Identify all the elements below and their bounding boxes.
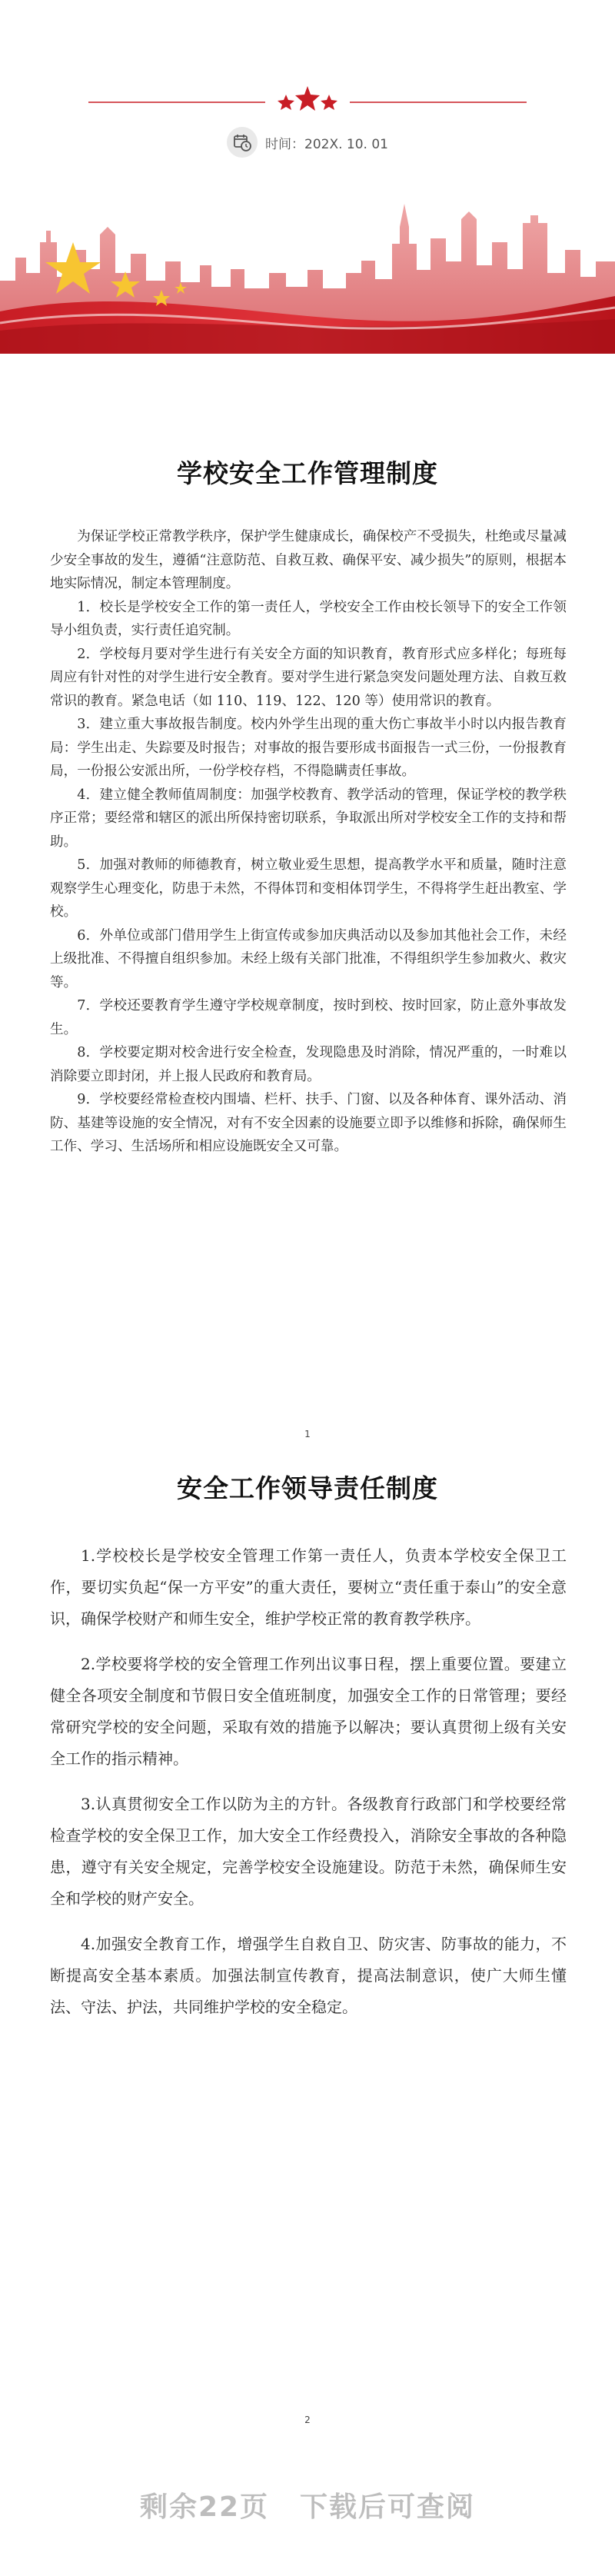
paragraph: 为保证学校正常教学秩序，保护学生健康成长，确保校产不受损失，杜绝或尽量减少安全事故的发生，遵循“注意防范、自救互救、确保平安、减少损失”的原则，根据本地实际情况，制定本管理制度。 [50, 529, 567, 591]
paragraph: 5．加强对教师的师德教育，树立敬业爱生思想，提高教学水平和质量，随时注意观察学生心理变化，防患于未然，不得体罚和变相体罚学生，不得将学生赶出教室、学校。 [50, 857, 567, 920]
paragraph: 7．学校还要教育学生遵守学校规章制度，按时到校、按时回家，防止意外事故发生。 [50, 998, 567, 1037]
star-icon [321, 95, 337, 110]
page-body [0, 525, 615, 1159]
paragraph: 3．建立重大事故报告制度。校内外学生出现的重大伤亡事故半小时以内报告教育局：学生出走、失踪要及时报告；对事故的报告要形成书面报告一式三份，一份报教育局，一份报公安派出所，一份学校存档，不得隐瞒责任事故。 [50, 717, 567, 779]
skyline-banner [0, 196, 615, 354]
paragraph: 1.学校校长是学校安全管理工作第一责任人，负责本学校安全保卫工作，要切实负起“保一方平安”的重大责任，要树立“责任重于泰山”的安全意识，确保学校财产和师生安全，维护学校正常的教育教学秩序。 [50, 1546, 567, 1628]
date-row [0, 127, 615, 158]
paragraph: 8．学校要定期对校舍进行安全检查，发现隐患及时消除，情况严重的，一时难以消除要立即封闭，并上报人民政府和教育局。 [50, 1045, 567, 1084]
paragraph: 4.加强安全教育工作，增强学生自救自卫、防灾害、防事故的能力，不断提高安全基本素质。加强法制宣传教育，提高法制意识，使广大师生懂法、守法、护法，共同维护学校的安全稳定。 [50, 1935, 567, 2016]
paragraph: 1．校长是学校安全工作的第一责任人，学校安全工作由校长领导下的安全工作领导小组负责，实行责任追究制。 [50, 599, 567, 638]
download-hint: 下载后可查阅 [300, 2491, 476, 2523]
paragraph: 2.学校要将学校的安全管理工作列出议事日程，摆上重要位置。要建立健全各项安全制度和节假日安全值班制度，加强安全工作的日常管理；要经常研究学校的安全问题，采取有效的措施予以解决；要认真贯彻上级有关安全工作的指示精神。 [50, 1655, 567, 1768]
remaining-pages-label: 剩余22页 [139, 2491, 270, 2523]
calendar-clock-icon [227, 127, 258, 158]
page-number: 1 [304, 1429, 311, 1439]
page-title: 安全工作领导责任制度 [177, 1473, 438, 1503]
paragraph: 9．学校要经常检查校内围墙、栏杆、扶手、门窗、以及各种体育、课外活动、消防、基建等设施的安全情况，对有不安全因素的设施要立即予以维修和拆除，确保师生工作、学习、生活场所和相应设施既安全又可靠。 [50, 1092, 567, 1154]
paragraph: 3.认真贯彻安全工作以防为主的方针。各级教育行政部门和学校要经常检查学校的安全保卫工作，加大安全工作经费投入，消除安全事故的各种隐患，遵守有关安全规定，完善学校安全设施建设。防范于未然，确保师生安全和学校的财产安全。 [50, 1795, 567, 1908]
page-title: 学校安全工作管理制度 [177, 458, 438, 488]
paragraph: 2．学校每月要对学生进行有关安全方面的知识教育，教育形式应多样化；每班每周应有针对性的对学生进行安全教育。要对学生进行紧急突发问题处理方法、自救互救常识的教育。紧急电话（如 110、119、122、120 等）使用常识的教育。 [50, 646, 567, 709]
remaining-pages-notice[interactable] [0, 2485, 615, 2524]
star-icon [278, 95, 294, 110]
date-label: 时间：202X. 10. 01 [265, 136, 388, 152]
page-number: 2 [304, 2415, 311, 2425]
document-page-2 [0, 1469, 615, 2037]
paragraph: 6．外单位或部门借用学生上街宣传或参加庆典活动以及参加其他社会工作，未经上级批准、不得擅自组织参加。未经上级有关部门批准，不得组织学生参加救火、救灾等。 [50, 927, 567, 990]
paragraph: 4．建立健全教师值周制度：加强学校教育、教学活动的管理，保证学校的教学秩序正常；要经常和辖区的派出所保持密切联系，争取派出所对学校安全工作的支持和帮助。 [50, 787, 567, 850]
document-page-1 [0, 454, 615, 1159]
star-icon [295, 86, 320, 111]
page-body [0, 1540, 615, 2023]
